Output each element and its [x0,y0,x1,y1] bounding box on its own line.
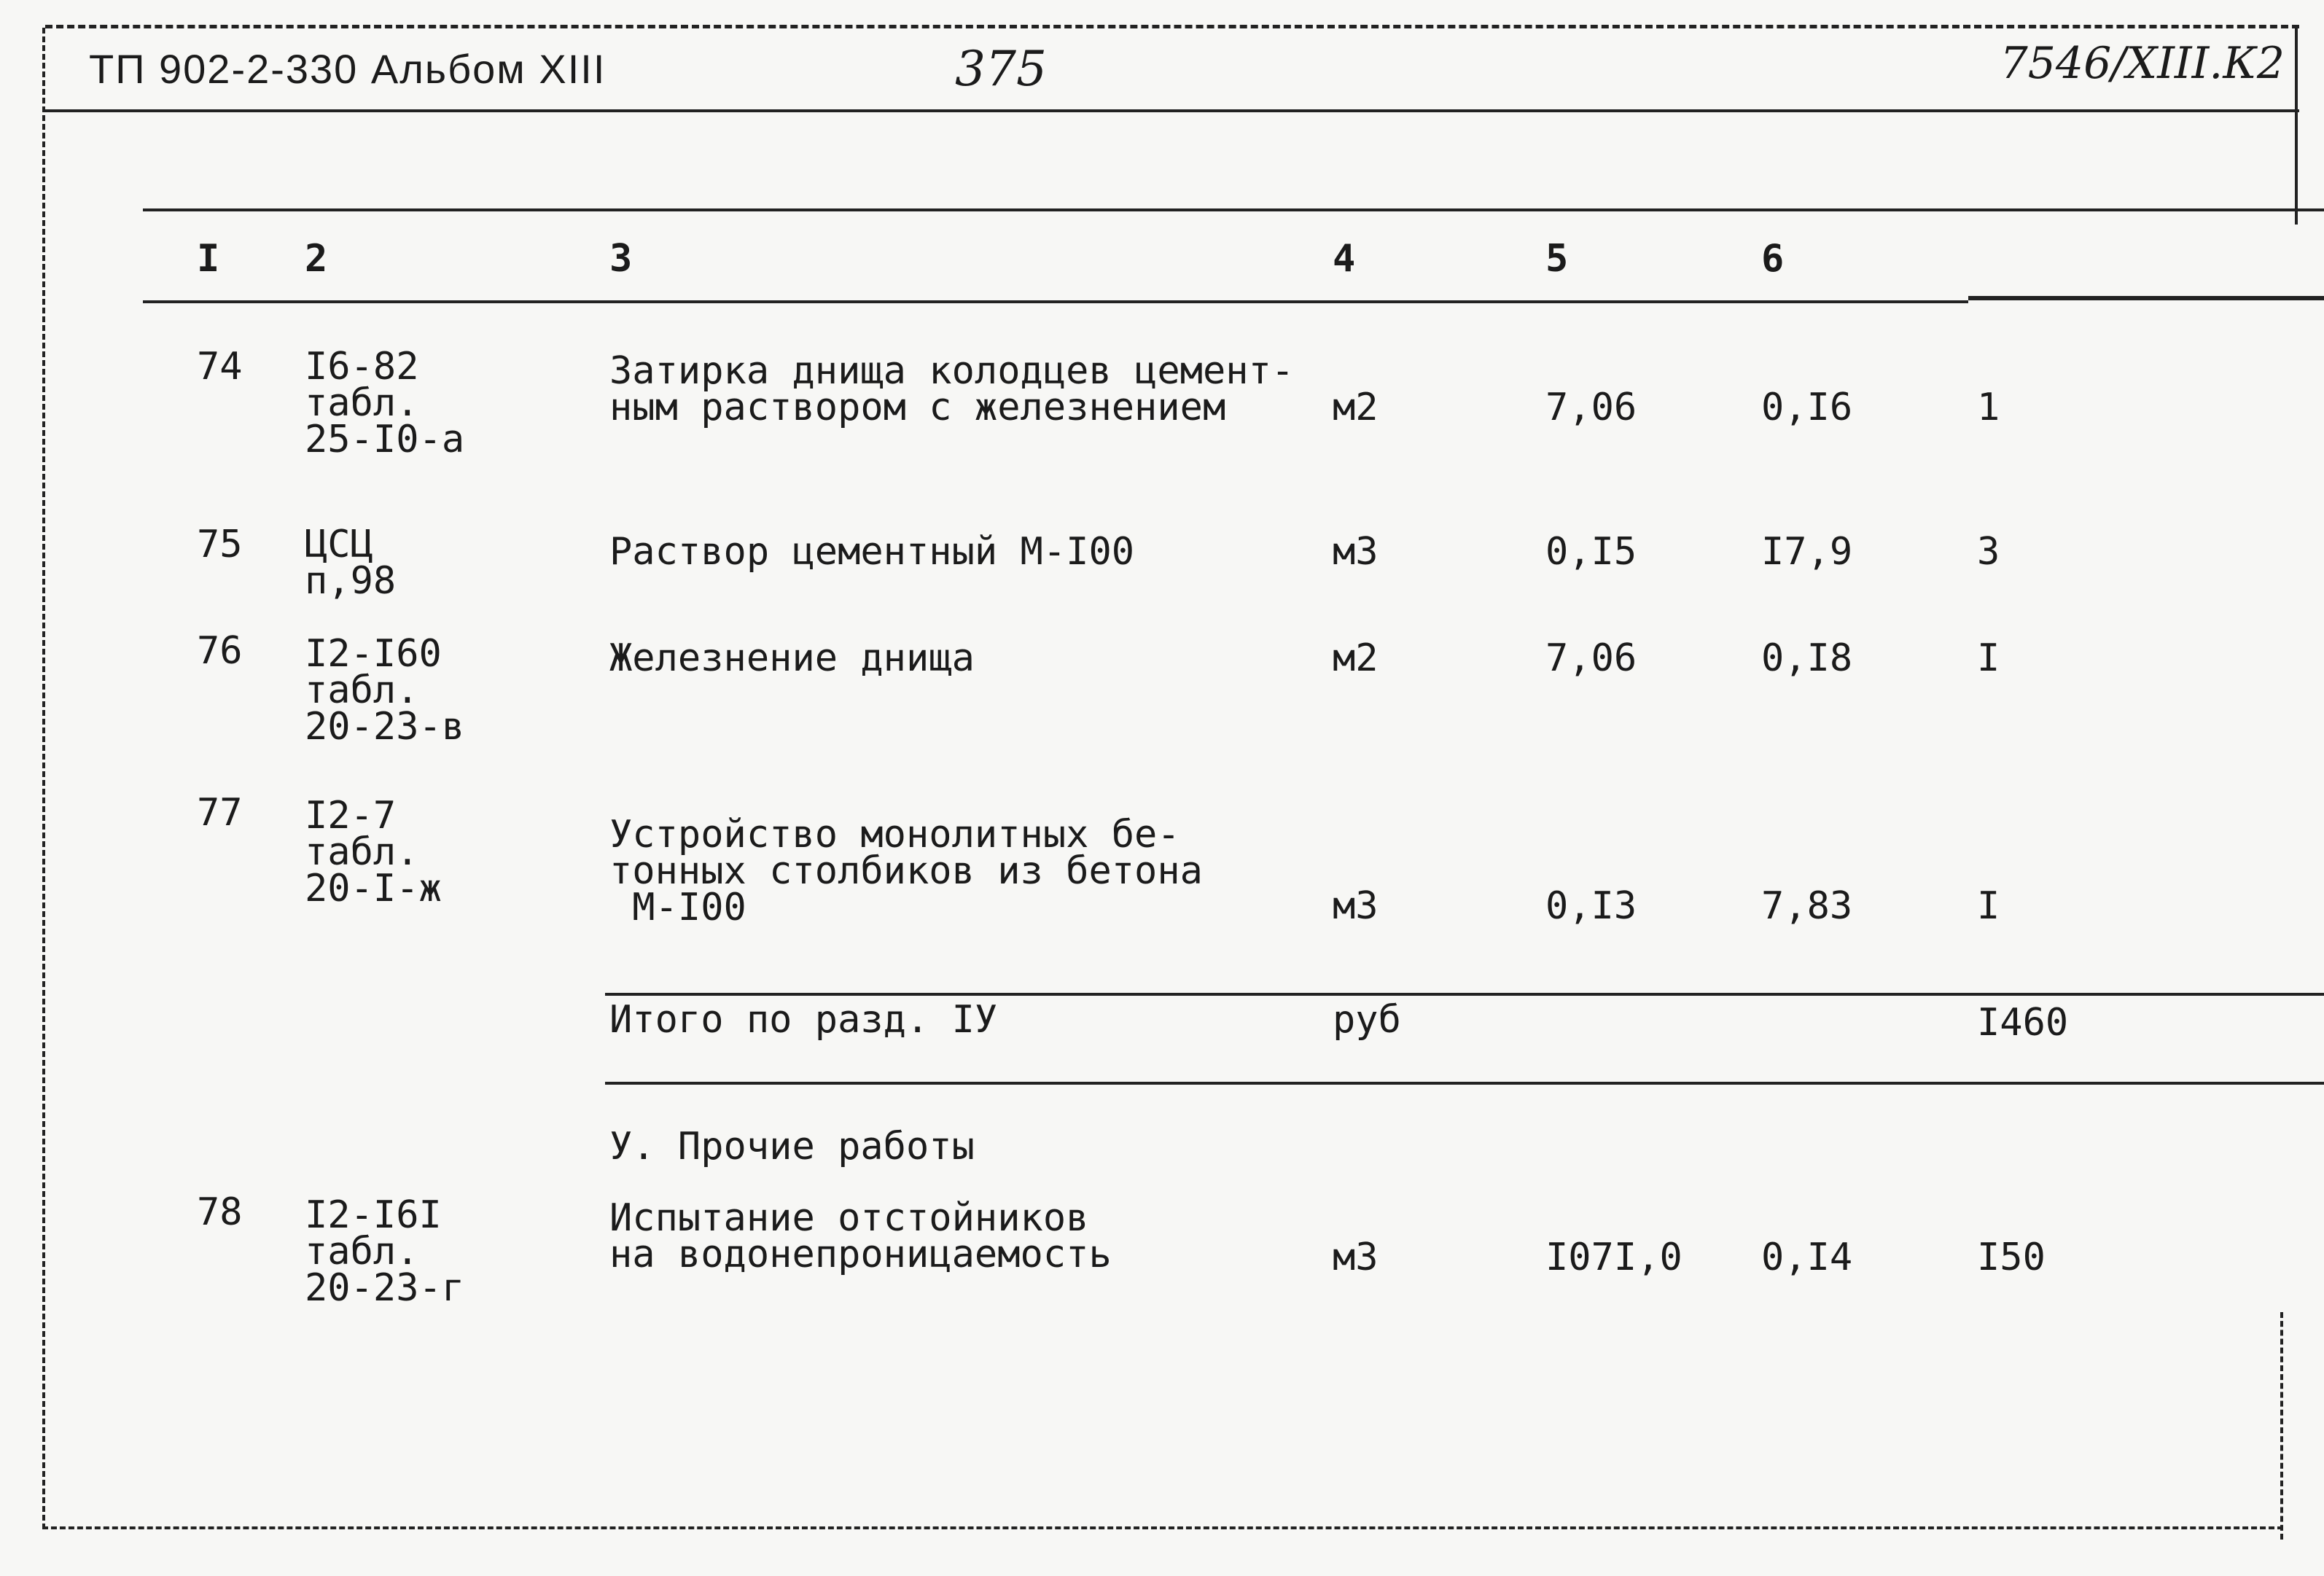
title-block-border [45,109,2299,112]
row-77-reference: I2-7 табл. 20-I-ж [305,794,442,910]
row-74-total: 1 [1977,386,2000,429]
row-75-total: 3 [1977,530,2000,574]
row-75-quantity: 0,I5 [1545,530,1637,574]
frame-right-border-lower [2280,1312,2283,1540]
document-code: 7546/XIII.К2 [2000,38,2285,89]
subtotal-top-rule [605,993,2324,996]
row-76-quantity: 7,06 [1545,636,1637,680]
row-77-price: 7,83 [1761,884,1853,928]
row-74-price: 0,I6 [1761,386,1853,429]
column-header-3: 3 [609,237,633,281]
row-74-quantity: 7,06 [1545,386,1637,429]
subtotal-unit: руб [1333,998,1401,1042]
row-76-number: 76 [197,629,243,673]
row-77-total: I [1977,884,2000,928]
table-header-rule-right [1968,296,2324,300]
frame-top-border [45,25,2299,28]
frame-bottom-border [42,1526,2283,1529]
row-74-number: 74 [197,345,243,389]
row-75-reference: ЦСЦ п,98 [305,523,397,603]
subtotal-label: Итого по разд. IУ [609,998,998,1042]
row-75-price: I7,9 [1761,530,1853,574]
table-top-rule [143,208,2324,211]
page-number: 375 [955,41,1047,97]
table-header-rule [143,300,1968,303]
column-header-1: I [197,237,220,281]
row-77-description: Устройство монолитных бе- тонных столбиков из бетона М-I00 [609,813,1203,929]
row-74-description: Затирка днища колодцев цемент- ным раствором с железнением [609,349,1295,429]
row-78-unit: м3 [1333,1236,1379,1279]
row-76-price: 0,I8 [1761,636,1853,680]
subtotal-bottom-rule [605,1082,2324,1085]
row-78-reference: I2-I6I табл. 20-23-г [305,1193,465,1310]
column-header-2: 2 [305,237,328,281]
row-76-total: I [1977,636,2000,680]
section-heading: У. Прочие работы [609,1125,975,1169]
column-header-5: 5 [1545,237,1569,281]
row-76-reference: I2-I60 табл. 20-23-в [305,632,465,749]
row-75-description: Раствор цементный М-I00 [609,530,1135,574]
row-76-unit: м2 [1333,636,1379,680]
row-74-reference: I6-82 табл. 25-I0-а [305,345,465,461]
column-header-6: 6 [1761,237,1785,281]
row-77-quantity: 0,I3 [1545,884,1637,928]
row-77-unit: м3 [1333,884,1379,928]
row-78-price: 0,I4 [1761,1236,1853,1279]
row-75-unit: м3 [1333,530,1379,574]
row-77-number: 77 [197,791,243,835]
frame-right-border [2295,28,2298,225]
row-75-number: 75 [197,523,243,566]
row-78-quantity: I07I,0 [1545,1236,1682,1279]
document-title: ТП 902-2-330 Альбом XIII [89,46,607,92]
row-76-description: Железнение днища [609,636,975,680]
row-78-total: I50 [1977,1236,2046,1279]
row-74-unit: м2 [1333,386,1379,429]
subtotal-total: I460 [1977,1001,2069,1045]
row-78-description: Испытание отстойников на водонепроницаемость [609,1196,1112,1276]
column-header-4: 4 [1333,237,1356,281]
frame-left-border [42,28,45,1529]
row-78-number: 78 [197,1190,243,1234]
